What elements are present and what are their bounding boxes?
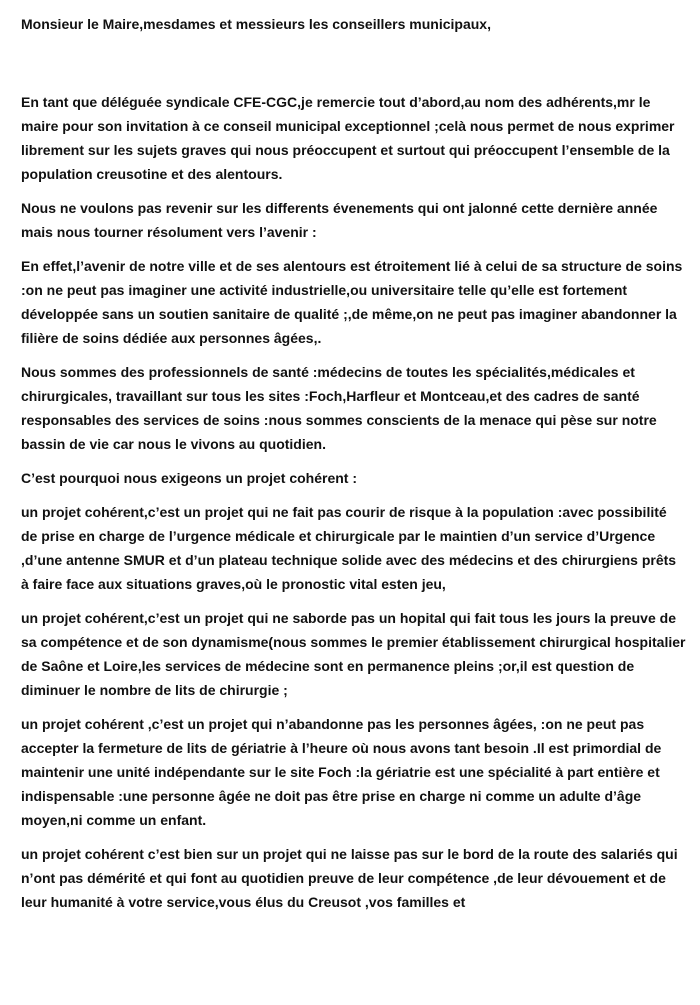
paragraph-demand: C’est pourquoi nous exigeons un projet cohérent : xyxy=(21,470,358,486)
paragraph-project-elderly: un projet cohérent ,c’est un projet qui n’abandonne pas les personnes âgées, :on ne peut pas accepter la fermeture de lits de gériatrie à l’heure où nous avons tant besoin .Il est primordial de maintenir une unité indépendante sur le site Foch :la gériatrie est une spécialité à part entière et indispensable :une personne âgée ne doit pas être prise en charge ni comme un adulte d’âge moyen,ni comme un enfant. xyxy=(21,716,662,828)
paragraph-project-urgency: un projet cohérent,c’est un projet qui ne fait pas courir de risque à la population :avec possibilité de prise en charge de l’urgence médicale et chirurgicale par le maintien d’un service d’Urgence ,d’une antenne SMUR et d’un plateau technique solide avec des médecins et des chirurgiens prêts à faire face aux situations graves,où le pronostic vital esten jeu, xyxy=(21,504,677,592)
paragraph-future: Nous ne voulons pas revenir sur les differents évenements qui ont jalonné cette dernière année mais nous tourner résolument vers l’avenir : xyxy=(21,200,658,240)
salutation: Monsieur le Maire,mesdames et messieurs les conseillers municipaux, xyxy=(21,16,491,32)
paragraph-intro: En tant que déléguée syndicale CFE-CGC,je remercie tout d’abord,au nom des adhérents,mr le maire pour son invitation à ce conseil municipal exceptionnel ;celà nous permet de nous exprimer librement sur les sujets graves qui nous préoccupent et surtout qui préoccupent l’ensemble de la population creusotine et des alentours. xyxy=(21,94,675,182)
paragraph-care-structure: En effet,l’avenir de notre ville et de ses alentours est étroitement lié à celui de sa structure de soins :on ne peut pas imaginer une activité industrielle,ou universitaire telle qu’elle est fortement développée sans un soutien sanitaire de qualité ;,de même,on ne peut pas imaginer abandonner la filière de soins dédiée aux personnes âgées,. xyxy=(21,258,683,346)
paragraph-project-staff: un projet cohérent c’est bien sur un projet qui ne laisse pas sur le bord de la route des salariés qui n’ont pas démérité et qui font au quotidien preuve de leur compétence ,de leur dévouement et de leur humanité à votre service,vous élus du Creusot ,vos familles et xyxy=(21,846,678,910)
letter-body xyxy=(21,90,686,924)
paragraph-project-hospital: un projet cohérent,c’est un projet qui ne saborde pas un hopital qui fait tous les jours la preuve de sa compétence et de son dynamisme(nous sommes le premier établissement chirurgical hospitalier de Saône et Loire,les services de médecine sont en permanence pleins ;or,il est question de diminuer le nombre de lits de chirurgie ; xyxy=(21,610,686,698)
paragraph-professionals: Nous sommes des professionnels de santé :médecins de toutes les spécialités,médicales et chirurgicales, travaillant sur tous les sites :Foch,Harfleur et Montceau,et des cadres de santé responsables des services de soins :nous sommes conscients de la menace qui pèse sur notre bassin de vie car nous le vivons au quotidien. xyxy=(21,364,657,452)
